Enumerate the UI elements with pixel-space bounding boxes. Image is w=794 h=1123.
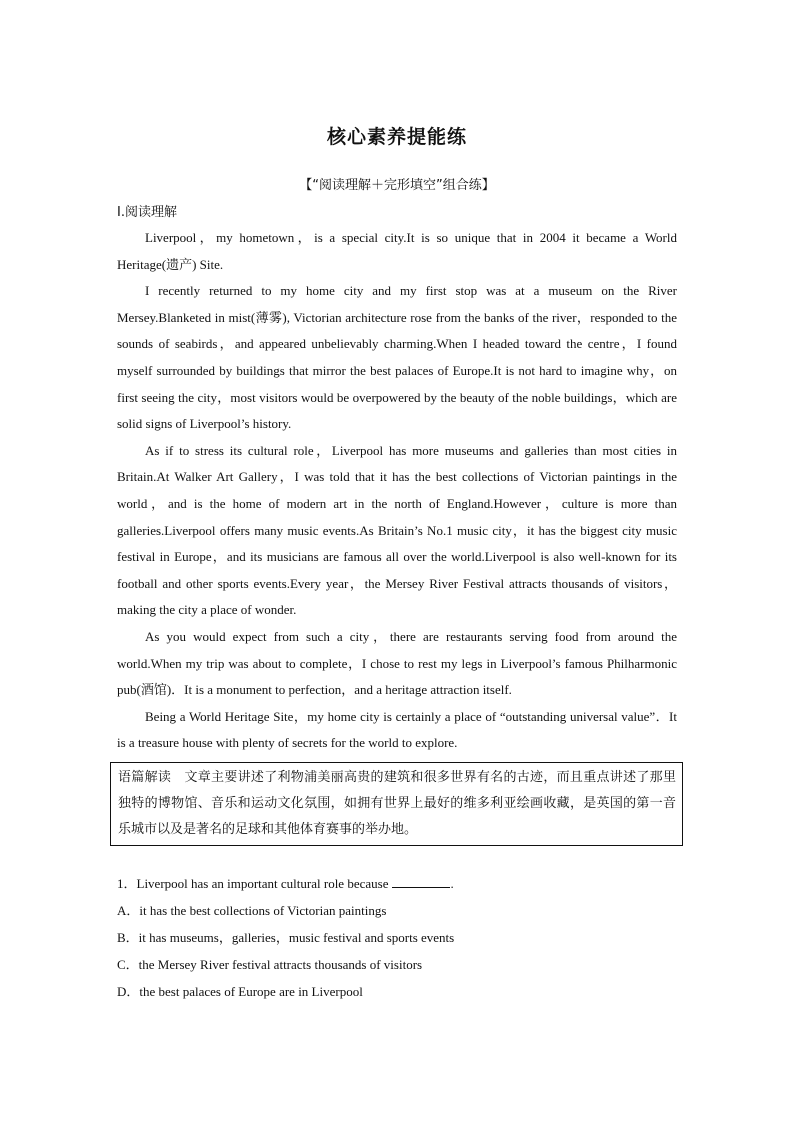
- passage-paragraph: Being a World Heritage Site，my home city is certainly a place of “outstanding universal value”．It is a treasure house with plenty of secrets for the world to explore.: [117, 708, 677, 751]
- section-label: Ⅰ.阅读理解: [117, 205, 177, 220]
- analysis-body: 文章主要讲述了利物浦美丽高贵的建筑和很多世界有名的古迹，而且重点讲述了那里独特的博物馆、音乐和运动文化氛围，如拥有世界上最好的维多利亚绘画收藏，是英国的第一音乐城市以及是著名的足球和其他体育赛事的举办地。: [118, 770, 676, 837]
- passage-paragraph: I recently returned to my home city and my first stop was at a museum on the River Mersey.Blanketed in mist(薄雾), Victorian architecture rose from the banks of the river，responded to the sounds of seabirds，and appeared unbelievably charming.When I headed toward the centre，I found myself surrounded by buildings that mirror the best palaces of Europe.It is not hard to imagine why，on first seeing the city，most visitors would be overpowered by the beauty of the noble buildings，which are solid signs of Liverpool’s history.: [117, 283, 677, 432]
- option-a[interactable]: A．it has the best collections of Victorian paintings: [117, 903, 387, 918]
- page-subtitle: 【“阅读理解＋完形填空”组合练】: [299, 178, 495, 193]
- question-block: [117, 870, 677, 1005]
- page-title: 核心素养提能练: [326, 126, 467, 148]
- passage-paragraph: As if to stress its cultural role，Liverpool has more museums and galleries than most cities in Britain.At Walker Art Gallery，I was told that it has the best collections of Victorian paintings in the world，and is the home of modern art in the north of England.However，culture is more than galleries.Liverpool offers many music events.As Britain’s No.1 music city，it has the biggest city music festival in Europe，and its musicians are famous all over the world.Liverpool is also well-known for its football and other sports events.Every year，the Mersey River Festival attracts thousands of visitors，making the city a place of wonder.: [117, 442, 677, 618]
- option-c[interactable]: C．the Mersey River festival attracts thousands of visitors: [117, 957, 423, 972]
- option-b[interactable]: B．it has museums，galleries，music festival and sports events: [117, 930, 455, 945]
- analysis-label: 语篇解读: [118, 770, 172, 785]
- passage-paragraph: As you would expect from such a city，there are restaurants serving food from around the world.When my trip was about to complete，I chose to rest my legs in Liverpool’s famous Philharmonic pub(酒馆)．It is a monument to perfection，and a heritage attraction itself.: [117, 628, 677, 698]
- answer-blank: [392, 875, 450, 888]
- option-d[interactable]: D．the best palaces of Europe are in Liverpool: [117, 984, 363, 999]
- analysis-box: [110, 762, 683, 846]
- analysis-text: [118, 765, 676, 843]
- question-end-mark: .: [450, 876, 454, 891]
- question-stem: [117, 870, 677, 897]
- question-stem-text: 1．Liverpool has an important cultural role because: [117, 876, 389, 891]
- passage-paragraph: Liverpool，my hometown，is a special city.It is so unique that in 2004 it became a World Heritage(遗产) Site.: [117, 230, 677, 272]
- reading-passage: [117, 225, 677, 757]
